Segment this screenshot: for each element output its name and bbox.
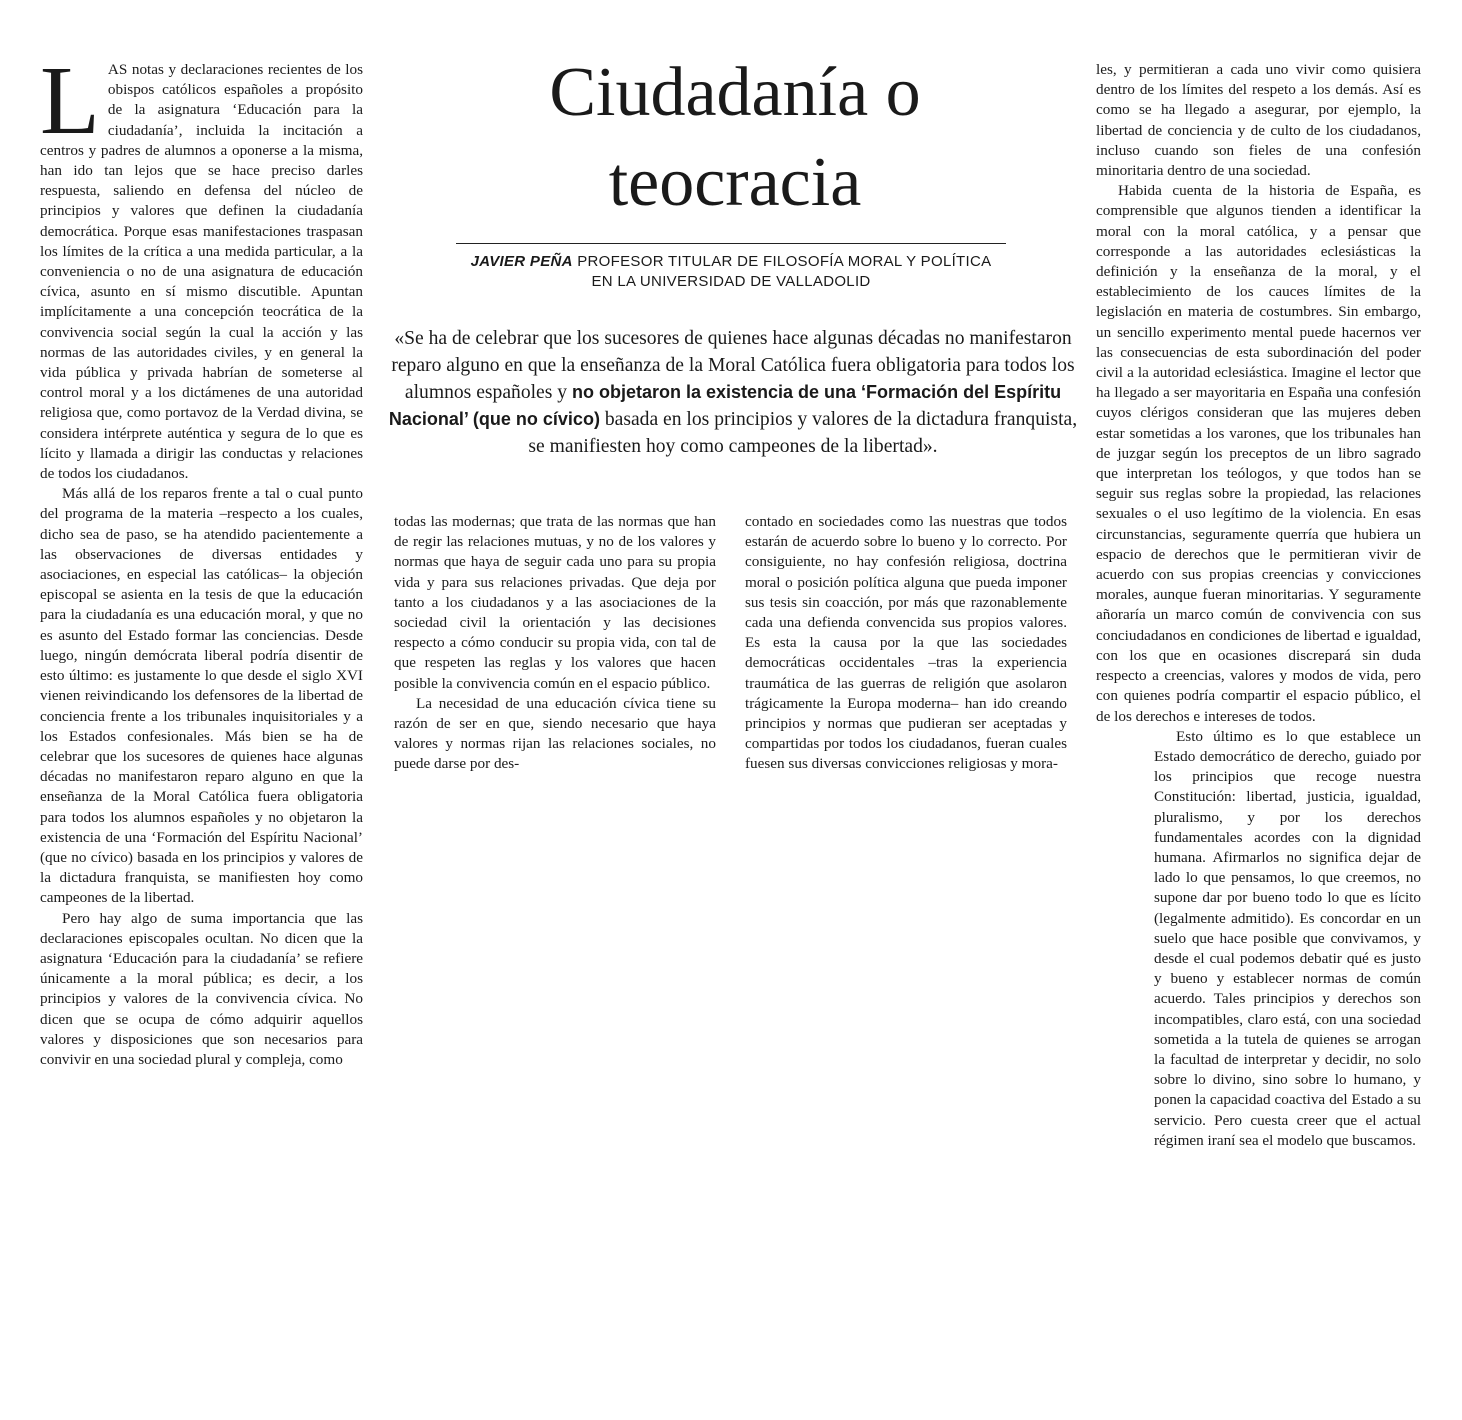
paragraph: contado en sociedades como las nuestras que todos estarán de acuerdo sobre lo bueno y lo correcto. Por consiguiente, no hay confesión religiosa, doctrina moral o posición política alguna que pueda imponer sus tesis sin coacción, por más que razonablemente cada una defienda convencida sus propios valores. Es esta la causa por la que las sociedades democráticas occidentales –tras la experiencia traumática de las guerras de religión que asolaron trágicamente la Europa moderna– han ido creando principios y normas que pudieran ser aceptadas y compartidas por todos los ciudadanos, fueran cuales fuesen sus diversas convicciones religiosas y mora-: [745, 513, 1067, 773]
pull-quote: [388, 325, 1078, 460]
column-4: [1096, 60, 1421, 1151]
article-title: [445, 48, 1025, 228]
paragraph: [40, 47, 363, 484]
column-1: [40, 47, 363, 1070]
paragraph: les, y permitieran a cada uno vivir como quisiera dentro de los límites del respeto a los demás. Así es como se ha llegado a asegurar, por ejemplo, la libertad de conciencia y de culto de los ciudadanos, incluso cuando son fieles de una confesión minoritaria dentro de una sociedad.: [1096, 61, 1421, 180]
byline: [456, 243, 1006, 292]
paragraph-text: AS notas y declaraciones recientes de los obispos católicos españoles a propósito de la asignatura ‘Educación para la ciudadanía’, incluida la incitación a centros y padres de alumnos a oponerse a la misma, han ido tan lejos que se hace preciso darles respuesta, saliendo en defensa del núcleo de principios y valores que definen la ciudadanía democrática. Porque esas manifestaciones traspasan los límites de la crítica a una medida particular, a la conveniencia o no de una asignatura de educación cívica, asunto en sí mismo discutible. Apuntan implícitamente a una concepción teocrática de la convivencia social según la cual la acción y las normas de las autoridades civiles, y en general la vida pública y privada habrían de someterse al control moral y a los dictámenes de una autoridad religiosa que, como portavoz de la Verdad divina, se considera intérprete auténtica y segura de lo que es lícito y llamada a dirigir las conductas y relaciones de todos los ciudadanos.: [40, 61, 363, 483]
author-role-line-1: PROFESOR TITULAR DE FILOSOFÍA MORAL Y POLÍTICA: [577, 253, 992, 270]
paragraph: Esto último es lo que establece un Estado democrático de derecho, guiado por los principios que recoge nuestra Constitución: libertad, justicia, igualdad, pluralismo, y por los derechos fundamentales acordes con la dignidad humana. Afirmarlos no significa dejar de lado lo que pensamos, lo que creemos, no supone dar por bueno todo lo que es lícito (legalmente admitido). Es concordar en un suelo que hace posible que convivamos, y desde el cual podemos debatir qué es justo y bueno y establecer normas de común acuerdo. Tales principios y derechos son incompatibles, claro está, con una sociedad sometida a la tutela de quienes se arrogan la facultad de interpretar y decidir, no solo sobre lo divino, sino sobre lo humano, y ponen la capacidad coactiva del Estado a su servicio. Pero cuesta creer que el actual régimen iraní sea el modelo que buscamos.: [1154, 727, 1421, 1149]
title-line-2: teocracia: [608, 144, 862, 221]
paragraph: Más allá de los reparos frente a tal o cual punto del programa de la materia –respecto a los cuales, dicho sea de paso, se ha atendido pacientemente a las observaciones de diversas entidades y asociaciones, en especial las católicas– la objeción episcopal se asienta en la tesis de que la educación para la ciudadanía es una educación moral, y que no es asunto del Estado formar las conciencias. Desde luego, ningún demócrata liberal podría disentir de esto último: es justamente lo que desde el siglo XVI vienen reivindicando los defensores de la libertad de conciencia frente a los tribunales inquisitoriales y a los Estados confesionales. Más bien se ha de celebrar que los sucesores de quienes hace algunas décadas no manifestaron reparo alguno en que la enseñanza de la Moral Católica fuera obligatoria para todos los alumnos españoles y no objetaron la existencia de una ‘Formación del Espíritu Nacional’ (que no cívico) basada en los principios y valores de la dictadura franquista, se manifiesten hoy como campeones de la libertad.: [40, 485, 363, 907]
author-role-line-2: EN LA UNIVERSIDAD DE VALLADOLID: [591, 273, 871, 290]
column-3: [745, 512, 1067, 775]
paragraph: Pero hay algo de suma importancia que las declaraciones episcopales ocultan. No dicen que la asignatura ‘Educación para la ciudadanía’ se refiere únicamente a la moral pública; es decir, a los principios y valores de la convivencia cívica. No dicen que se ocupa de cómo adquirir aquellos valores y disposiciones que son necesarios para convivir en una sociedad plural y compleja, como: [40, 909, 363, 1068]
column-2: [394, 512, 716, 775]
pull-quote-bold: no objetaron la existencia de una ‘Formación del Espíritu Nacional’ (que no cívico): [388, 382, 1062, 429]
paragraph: La necesidad de una educación cívica tiene su razón de ser en que, siendo necesario que haya valores y normas rijan las relaciones sociales, no puede darse por des-: [394, 694, 716, 773]
pull-quote-text-1: «Se ha de celebrar que los sucesores de quienes hace algunas décadas no manifestaron reparo alguno en que la enseñanza de la Moral Católica fuera obligatoria para todos los alumnos españoles y: [391, 328, 1075, 403]
pull-quote-text-2: basada en los principios y valores de la dictadura franquista, se manifiesten hoy como campeones de la libertad».: [528, 409, 1078, 457]
author-name: JAVIER PEÑA: [470, 253, 573, 270]
paragraph: todas las modernas; que trata de las normas que han de regir las relaciones mutuas, y no de los valores y normas que haya de seguir cada uno para su propia vida y para sus relaciones privadas. Que deja por tanto a los ciudadanos y a las asociaciones de la sociedad civil la orientación y las decisiones respecto a cómo conducir su propia vida, con tal de que respeten las reglas y los valores que hacen posible la convivencia común en el espacio público.: [394, 513, 716, 692]
paragraph: Habida cuenta de la historia de España, es comprensible que algunos tienden a identificar la moral con la moral católica, y a pensar que corresponde a las autoridades eclesiásticas la definición y la enseñanza de la moral, y el establecimiento de los cauces límites de la legislación en materia de costumbres. Sin embargo, un sencillo experimento mental puede hacernos ver las consecuencias de esta subordinación del poder civil a la autoridad eclesiástica. Imagine el lector que ha llegado a ser mayoritaria en España una confesión cuyos clérigos consideran que las mujeres deben estar sometidas a los varones, que los tribunales han de juzgar según los preceptos de un libro sagrado que interpretan los teólogos, y que todos han se seguir sus reglas sobre la propiedad, las relaciones sexuales o el uso legítimo de la violencia. En esas circunstancias, seguramente querría que hubiera un espacio de derechos que le permitieran vivir de acuerdo con sus propias creencias y convicciones morales, aunque fueran minoritarias. Y seguramente añoraría un marco común de convivencia con sus conciudadanos en condiciones de libertad e igualdad, con los que en ocasiones discrepará sin duda respecto a creencias, valores y modos de vida, pero con quienes podría compartir el espacio público, el de los derechos e intereses de todos.: [1096, 182, 1421, 725]
column-4-narrow-block: [1154, 727, 1421, 1151]
title-line-1: Ciudadanía o: [549, 54, 921, 131]
drop-cap: L: [40, 47, 100, 155]
